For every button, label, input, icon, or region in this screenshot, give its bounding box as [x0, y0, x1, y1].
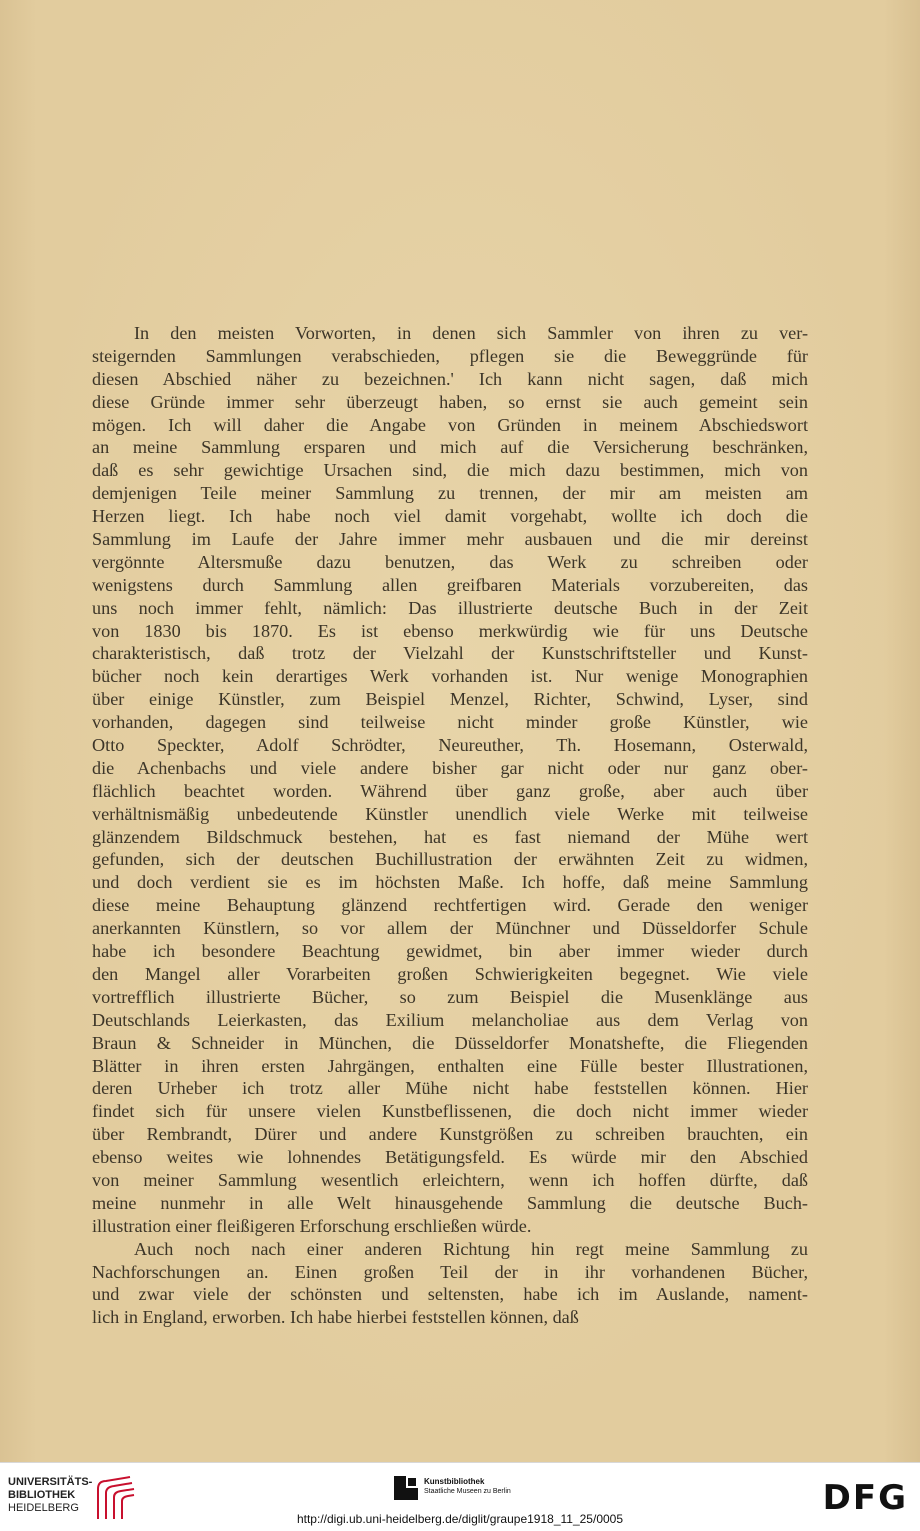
kunstbibliothek-emblem-icon: [394, 1476, 418, 1500]
text-line: deren Urheber ich trotz aller Mühe nicht habe feststellen können. Hier: [92, 1078, 808, 1099]
text-line: Herzen liegt. Ich habe noch viel damit vorgehabt, wollte ich doch die: [92, 506, 808, 527]
text-line: habe ich besondere Beachtung gewidmet, bin aber immer wieder durch: [92, 941, 808, 962]
text-line: wenigstens durch Sammlung allen greifbaren Materials vorzubereiten, das: [92, 574, 808, 595]
text-line: uns noch immer fehlt, nämlich: Das illustrierte deutsche Buch in der Zeit: [92, 597, 808, 618]
text-line: von meiner Sammlung wesentlich erleichtern, wenn ich hoffen dürfte, daß: [92, 1169, 808, 1190]
dfg-logo[interactable]: DFG: [822, 1478, 908, 1518]
text-line: charakteristisch, daß trotz der Vielzahl der Kunstschriftsteller und Kunst-: [92, 643, 808, 664]
text-line: Braun & Schneider in München, die Düsseldorfer Monatshefte, die Fliegenden: [92, 1032, 808, 1053]
text-line: vorhanden, dagegen sind teilweise nicht minder große Künstler, wie: [92, 712, 808, 733]
text-line: flächlich beachtet worden. Während über ganz große, aber auch über: [92, 780, 808, 801]
text-line: glänzendem Bildschmuck bestehen, hat es fast niemand der Mühe wert: [92, 826, 808, 847]
footer-bar: [0, 1462, 920, 1531]
text-line: die Achenbachs und viele andere bisher gar nicht oder nur ganz ober-: [92, 757, 808, 778]
text-line: anerkannten Künstlern, so vor allem der Münchner und Düsseldorfer Schule: [92, 918, 808, 939]
ub-logo-line2: BIBLIOTHEK: [8, 1489, 76, 1501]
text-line: meine nunmehr in alle Welt hinausgehende Sammlung die deutsche Buch-: [92, 1192, 808, 1213]
paragraph-1: [92, 322, 808, 1238]
text-line: steigernden Sammlungen verabschieden, pflegen sie die Beweggründe für: [92, 345, 808, 366]
text-line: ebenso weites wie lohnendes Betätigungsfeld. Es würde mir den Abschied: [92, 1147, 808, 1168]
text-line: und zwar viele der schönsten und seltensten, habe ich im Auslande, nament-: [92, 1284, 808, 1305]
kunstbibliothek-logo[interactable]: [394, 1476, 574, 1502]
text-line: diese Gründe immer sehr überzeugt haben, so ernst sie auch gemeint sein: [92, 391, 808, 412]
text-line: demjenigen Teile meiner Sammlung zu trennen, der mir am meisten am: [92, 483, 808, 504]
text-line: vergönnte Altersmuße dazu benutzen, das Werk zu schreiben oder: [92, 551, 808, 572]
text-line: lich in England, erworben. Ich habe hierbei feststellen können, daß: [92, 1307, 579, 1328]
text-line: Auch noch nach einer anderen Richtung hin regt meine Sammlung zu: [134, 1238, 808, 1259]
ub-logo-text: [8, 1476, 92, 1515]
text-line: Sammlung im Laufe der Jahre immer mehr ausbauen und die mir dereinst: [92, 529, 808, 550]
text-line: Blätter in ihren ersten Jahrgängen, enthalten eine Fülle bester Illustrationen,: [92, 1055, 808, 1076]
text-line: bücher noch kein derartiges Werk vorhanden ist. Nur wenige Monographien: [92, 666, 808, 687]
text-line: findet sich für unsere vielen Kunstbeflissenen, die doch nicht immer wieder: [92, 1101, 808, 1122]
text-line: über Rembrandt, Dürer und andere Kunstgrößen zu schreiben brauchten, ein: [92, 1124, 808, 1145]
ub-logo-line1: UNIVERSITÄTS-: [8, 1476, 93, 1488]
text-line: diesen Abschied näher zu bezeichnen.' Ich kann nicht sagen, daß mich: [92, 368, 808, 389]
text-line: Nachforschungen an. Einen großen Teil der in ihr vorhandenen Bücher,: [92, 1261, 808, 1282]
body-text: [92, 322, 808, 1329]
kb-logo-line2: Staatliche Museen zu Berlin: [424, 1488, 511, 1495]
text-line: mögen. Ich will daher die Angabe von Gründen in meinem Abschiedswort: [92, 414, 808, 435]
text-line: daß es sehr gewichtige Ursachen sind, die mich dazu bestimmen, mich von: [92, 460, 808, 481]
paragraph-2: [92, 1238, 808, 1330]
text-line: illustration einer fleißigeren Erforschung erschließen würde.: [92, 1215, 532, 1236]
text-line: verhältnismäßig unbedeutende Künstler unendlich viele Werke mit teilweise: [92, 803, 808, 824]
text-line: In den meisten Vorworten, in denen sich Sammler von ihren zu ver-: [134, 323, 808, 343]
text-line: an meine Sammlung ersparen und mich auf die Versicherung beschränken,: [92, 437, 808, 458]
text-line: Otto Speckter, Adolf Schrödter, Neureuther, Th. Hosemann, Osterwald,: [92, 735, 808, 756]
kb-logo-line1: Kunstbibliothek: [424, 1477, 485, 1486]
permalink-url[interactable]: http://digi.ub.uni-heidelberg.de/diglit/graupe1918_11_25/0005: [296, 1512, 624, 1526]
text-line: Deutschlands Leierkasten, das Exilium melancholiae aus dem Verlag von: [92, 1009, 808, 1030]
text-line: diese meine Behauptung glänzend rechtfertigen wird. Gerade den weniger: [92, 895, 808, 916]
text-line: und doch verdient sie es im höchsten Maße. Ich hoffe, daß meine Sammlung: [92, 872, 808, 893]
ub-logo-line3: HEIDELBERG: [8, 1502, 79, 1514]
text-line: von 1830 bis 1870. Es ist ebenso merkwürdig wie für uns Deutsche: [92, 620, 808, 641]
kunstbibliothek-text: [424, 1477, 511, 1497]
text-line: den Mangel aller Vorarbeiten großen Schwierigkeiten begegnet. Wie viele: [92, 963, 808, 984]
text-line: gefunden, sich der deutschen Buchillustration der erwähnten Zeit zu widmen,: [92, 849, 808, 870]
text-line: vortrefflich illustrierte Bücher, so zum Beispiel die Musenklänge aus: [92, 986, 808, 1007]
text-line: über einige Künstler, zum Beispiel Menzel, Richter, Schwind, Lyser, sind: [92, 689, 808, 710]
